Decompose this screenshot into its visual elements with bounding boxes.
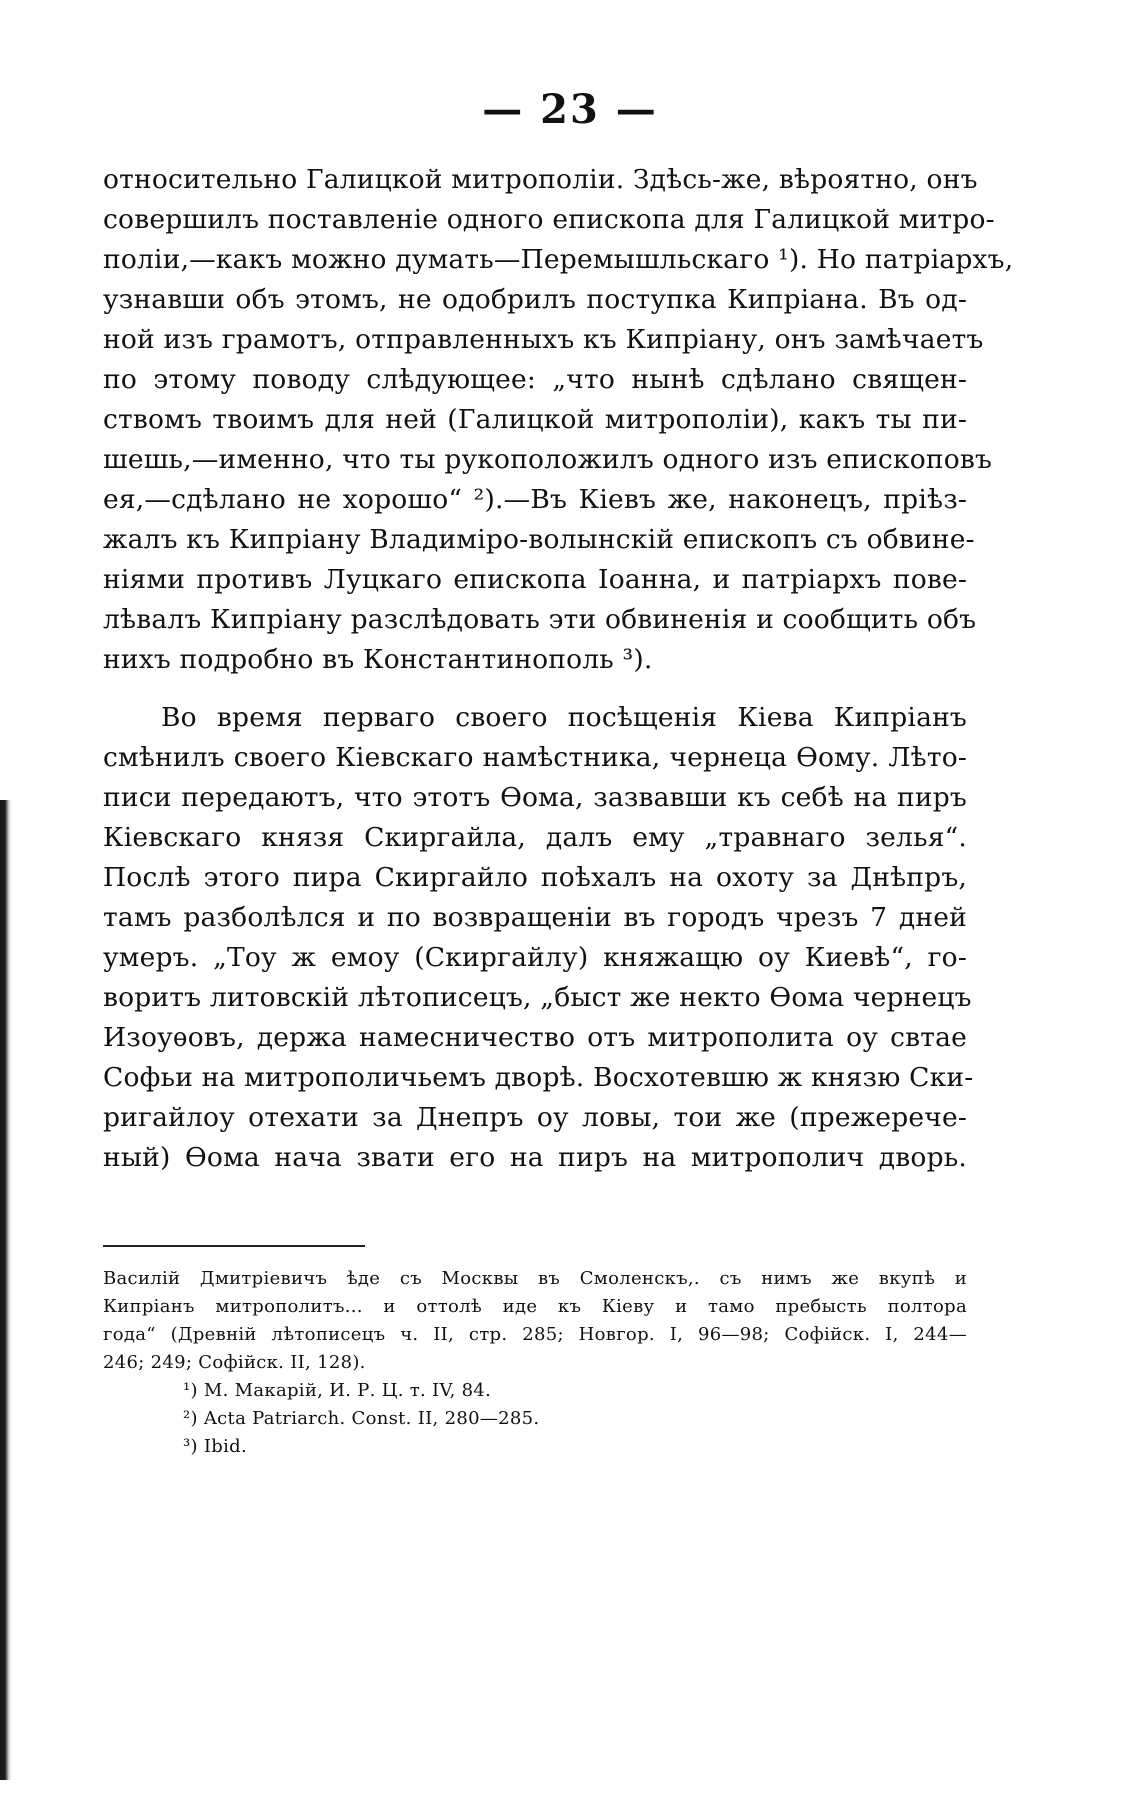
text-line: лѣвалъ Кипріану разслѣдовать эти обвиненія и сообщить объ: [103, 604, 977, 635]
text-line: ригайлоу отехати за Днепръ оу ловы, тои же (прежерече-: [103, 1102, 967, 1133]
footnote-2: ²) Acta Patriarch. Const. II, 280—285.: [183, 1408, 540, 1429]
body-text: [103, 160, 1014, 1178]
text-line: ніями противъ Луцкаго епископа Іоанна, и патріархъ пове-: [103, 564, 967, 595]
text-line: по этому поводу слѣдующее: „что нынѣ сдѣлано священ-: [103, 364, 967, 395]
text-line: ный) Ѳома нача звати его на пиръ на митрополич дворь.: [103, 1142, 967, 1173]
text-line: ной изъ грамотъ, отправленныхъ къ Кипріану, онъ замѣчаетъ: [103, 324, 984, 355]
text-line: шешь,—именно, что ты рукоположилъ одного изъ епископовъ: [103, 444, 993, 475]
text-line: Изоуѳовъ, держа намесничество отъ митрополита оу свтае: [103, 1022, 967, 1053]
text-line: ея,—сдѣлано не хорошо“ ²).—Въ Кіевъ же, наконецъ, пріѣз-: [103, 484, 967, 515]
text-line: тамъ разболѣлся и по возвращеніи въ городъ чрезъ 7 дней: [103, 902, 967, 933]
text-line: Послѣ этого пира Скиргайло поѣхалъ на охоту за Днѣпръ,: [103, 862, 967, 893]
text-line: воритъ литовскій лѣтописецъ, „быст же некто Ѳома чернецъ: [103, 982, 972, 1013]
footnote-continuation: [103, 1265, 967, 1377]
footnote-line: Кипріанъ митрополитъ... и оттолѣ иде къ Кіеву и тамо пребысть полтора: [103, 1296, 967, 1317]
text-line: смѣнилъ своего Кіевскаго намѣстника, чернеца Ѳому. Лѣто-: [103, 742, 967, 773]
footnote-line: 246; 249; Софійск. II, 128).: [103, 1352, 366, 1373]
text-line: ствомъ твоимъ для ней (Галицкой митрополіи), какъ ты пи-: [103, 404, 967, 435]
text-line: Во время перваго своего посѣщенія Кіева Кипріанъ: [161, 702, 967, 733]
footnotes: [103, 1265, 967, 1461]
text-line: совершилъ поставленіе одного епископа для Галицкой митро-: [103, 204, 995, 235]
paragraph-gap: [103, 680, 967, 698]
footnote-line: года“ (Древній лѣтописецъ ч. II, стр. 285; Новгор. I, 96—98; Софійск. I, 244—: [103, 1324, 967, 1345]
text-line: жалъ къ Кипріану Владиміро-волынскій епископъ съ обвине-: [103, 524, 975, 555]
text-line: узнавши объ этомъ, не одобрилъ поступка Кипріана. Въ од-: [103, 284, 967, 315]
text-line: Кіевскаго князя Скиргайла, далъ ему „травнаго зелья“.: [103, 822, 967, 853]
text-line: Софьи на митрополичьемъ дворѣ. Восхотевшю ж князю Ски-: [103, 1062, 974, 1093]
scan-binding-edge: [0, 800, 12, 1780]
text-line: относительно Галицкой митрополіи. Здѣсь-же, вѣроятно, онъ: [103, 164, 978, 195]
text-line: нихъ подробно въ Константинополь ³).: [103, 644, 653, 675]
footnote-separator: [103, 1245, 365, 1247]
footnote-1: ¹) М. Макарій, И. Р. Ц. т. IV, 84.: [183, 1380, 492, 1401]
text-line: писи передаютъ, что этотъ Ѳома, зазвавши къ себѣ на пиръ: [103, 782, 967, 813]
paragraph-1: [103, 160, 1014, 680]
text-line: поліи,—какъ можно думать—Перемышльскаго ¹). Но патріархъ,: [103, 244, 1014, 275]
page-number: — 23 —: [482, 86, 658, 133]
text-line: умеръ. „Тоу ж емоу (Скиргайлу) княжащю оу Киевѣ“, го-: [103, 942, 967, 973]
footnote-3: ³) Ibid.: [183, 1436, 247, 1457]
paragraph-2: [103, 698, 974, 1178]
footnote-line: Василій Дмитріевичъ ѣде съ Москвы въ Смоленскъ,. съ нимъ же вкупѣ и: [103, 1268, 967, 1289]
